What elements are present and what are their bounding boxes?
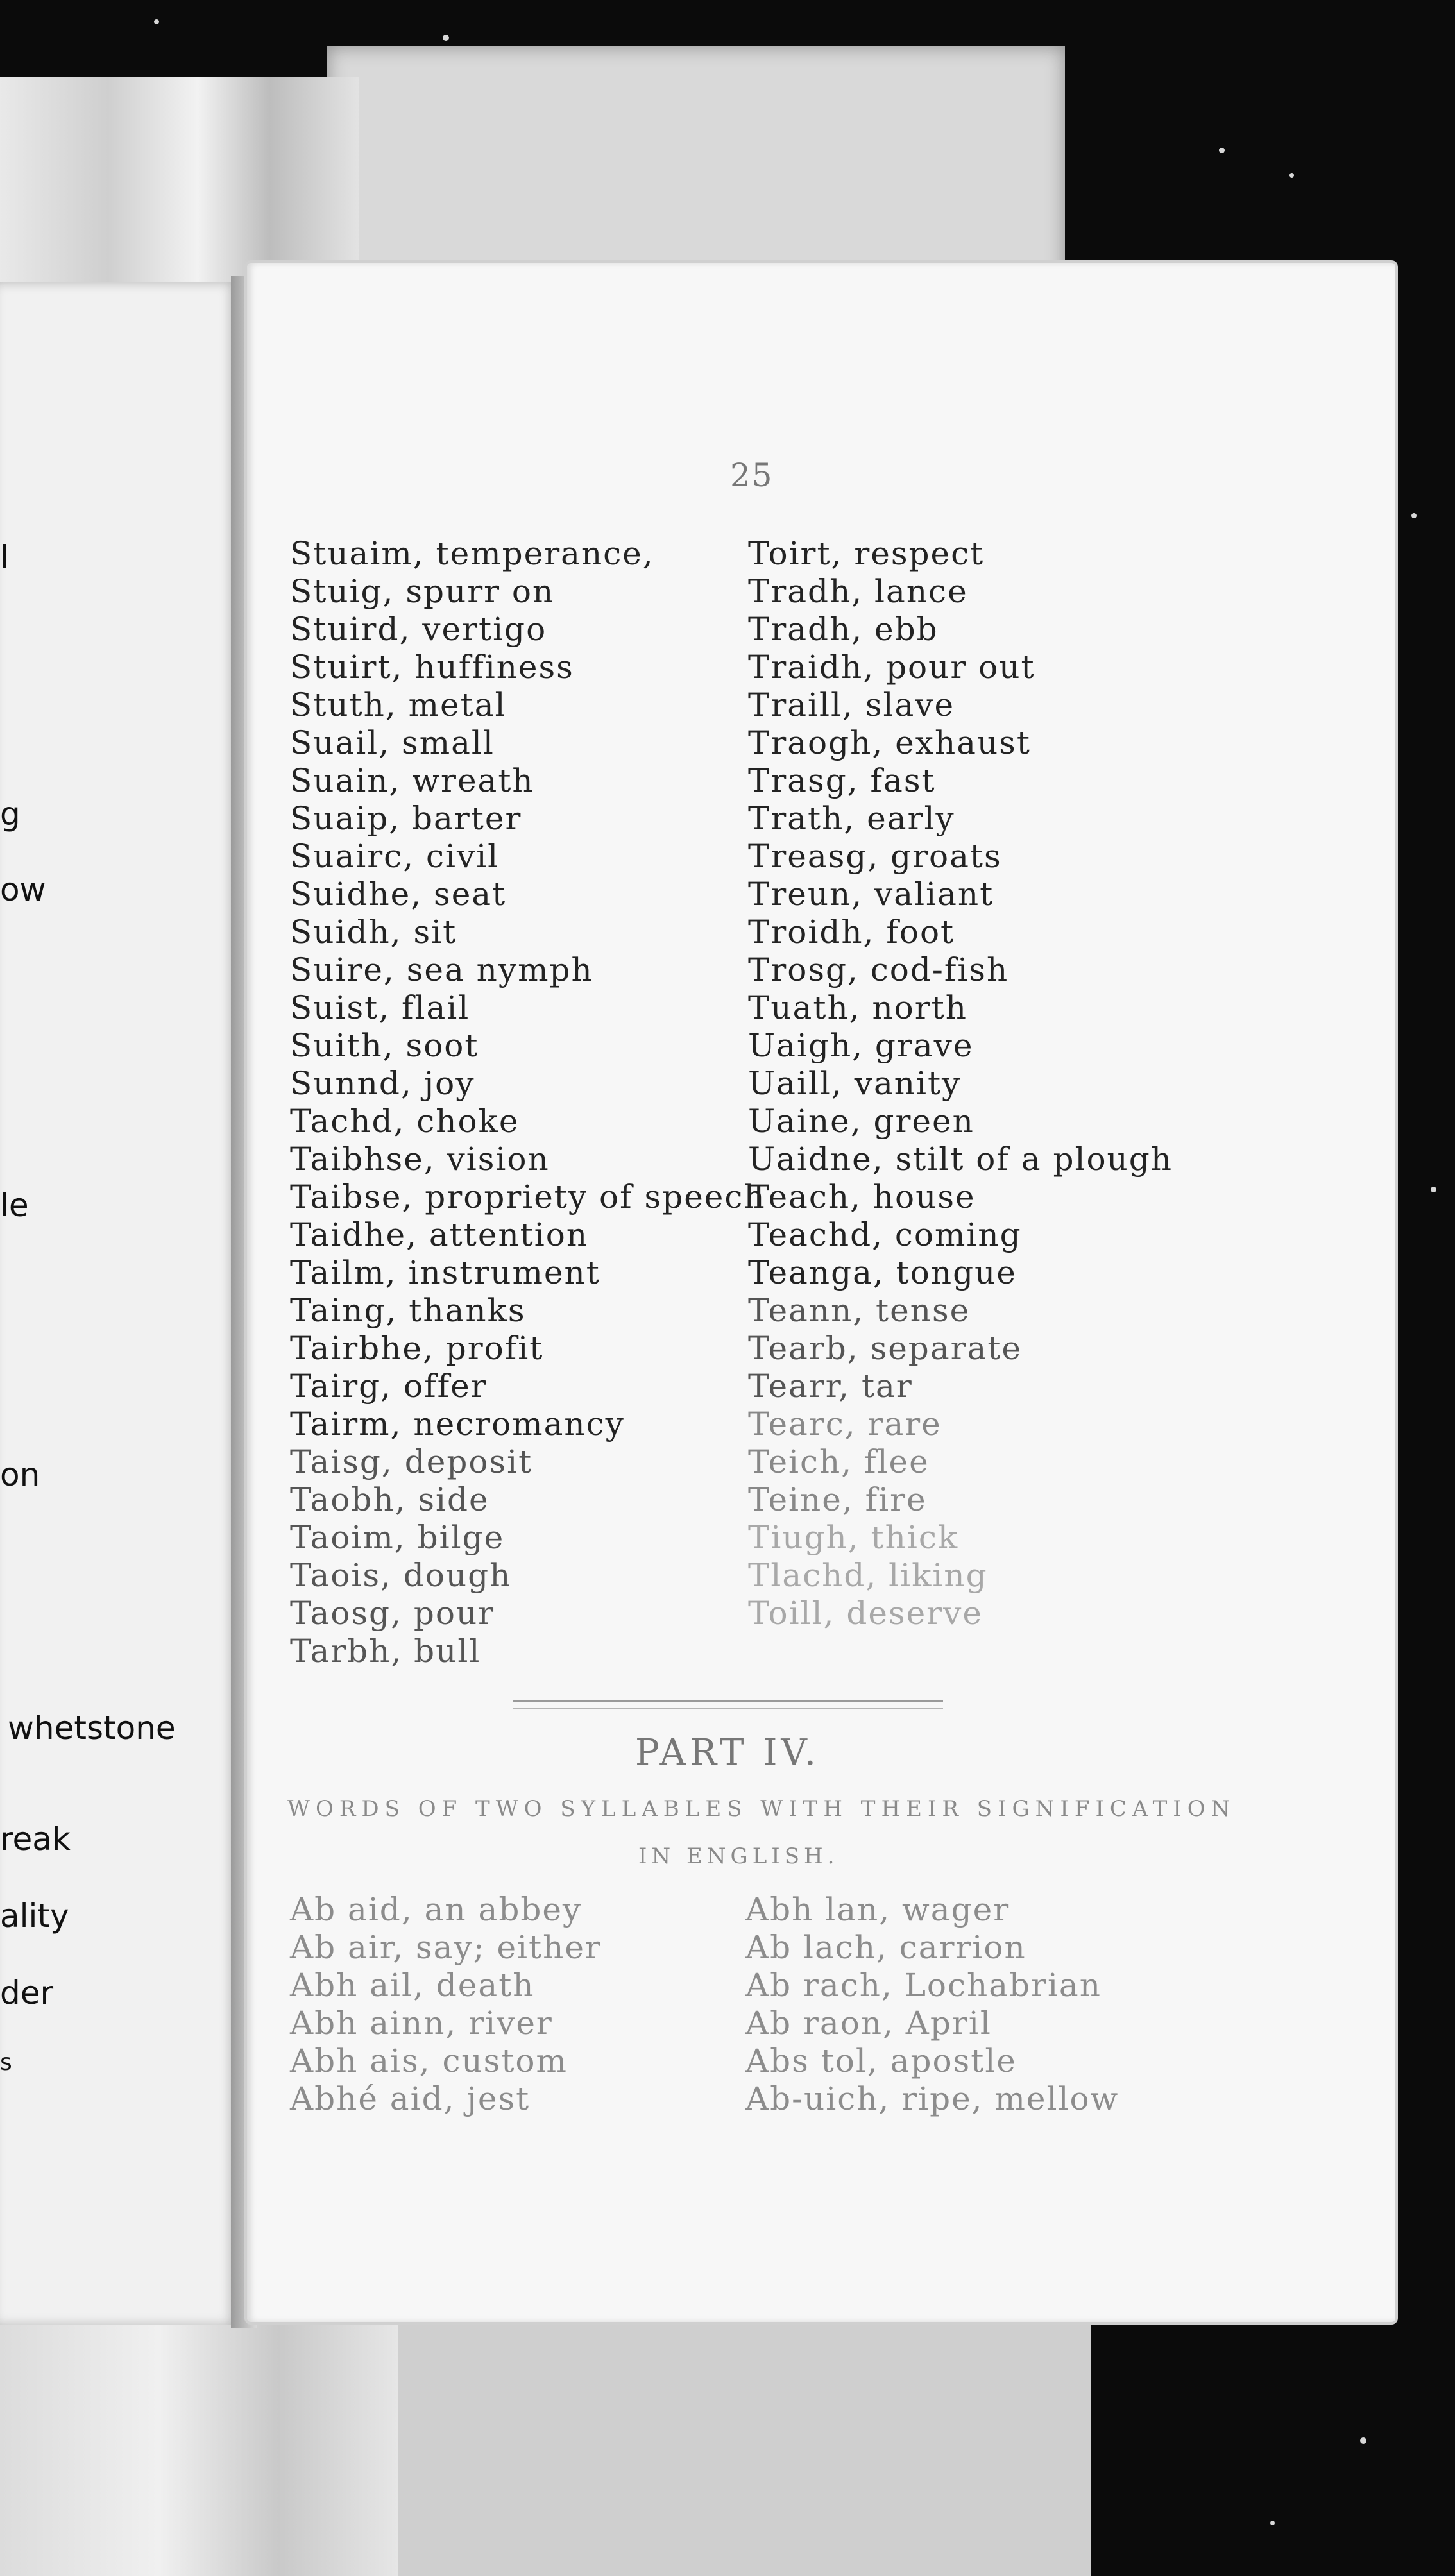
vocab-entry: Tarbh, bull bbox=[290, 1632, 481, 1670]
vocab-entry: Sunnd, joy bbox=[290, 1065, 475, 1102]
vocab-entry: Stuig, spurr on bbox=[290, 573, 555, 610]
vocab-entry: Ab raon, April bbox=[745, 2004, 992, 2042]
part3-right-column bbox=[748, 535, 1173, 1632]
vocab-entry: Tairg, offer bbox=[290, 1368, 488, 1405]
binding-tape-bottom bbox=[0, 2322, 398, 2576]
vocab-entry: Ab aid, an abbey bbox=[290, 1891, 583, 1928]
vocab-entry: Suidh, sit bbox=[290, 913, 457, 951]
vocab-entry: Tearr, tar bbox=[748, 1368, 913, 1405]
vocab-entry: Tachd, choke bbox=[290, 1103, 520, 1140]
binding-tape-top bbox=[0, 77, 359, 295]
vocab-entry: Uaigh, grave bbox=[748, 1027, 974, 1064]
vocab-entry: Teine, fire bbox=[748, 1481, 927, 1518]
vocab-entry: Taibse, propriety of speech bbox=[290, 1178, 766, 1216]
vocab-entry: Suaip, barter bbox=[290, 800, 522, 837]
dust-speck bbox=[1411, 513, 1417, 518]
vocab-entry: Treasg, groats bbox=[748, 838, 1002, 875]
vocab-entry: Tlachd, liking bbox=[748, 1557, 988, 1594]
vocab-entry: Abh ais, custom bbox=[290, 2042, 568, 2080]
left-page-fragment: on bbox=[0, 1456, 40, 1493]
vocab-entry: Suairc, civil bbox=[290, 838, 500, 875]
page-number: 25 bbox=[730, 457, 774, 494]
vocab-entry: Tairm, necromancy bbox=[290, 1405, 625, 1443]
dust-speck bbox=[1431, 1187, 1436, 1192]
vocab-entry: Taisg, deposit bbox=[290, 1443, 533, 1480]
vocab-entry: Stuird, vertigo bbox=[290, 611, 547, 648]
part-subheading: WORDS OF TWO SYLLABLES WITH THEIR SIGNIFICATION bbox=[287, 1796, 1236, 1822]
vocab-entry: Treun, valiant bbox=[748, 876, 994, 913]
vocab-entry: Suidhe, seat bbox=[290, 876, 507, 913]
vocab-entry: Taobh, side bbox=[290, 1481, 489, 1518]
vocab-entry: Taidhe, attention bbox=[290, 1216, 589, 1253]
vocab-entry: Tradh, ebb bbox=[748, 611, 939, 648]
part-heading: PART IV. bbox=[635, 1732, 820, 1774]
vocab-entry: Abhé aid, jest bbox=[290, 2080, 531, 2117]
vocab-entry: Uaidne, stilt of a plough bbox=[748, 1140, 1173, 1178]
part-subheading-continued: IN ENGLISH. bbox=[638, 1843, 839, 1869]
dust-speck bbox=[154, 19, 159, 24]
dust-speck bbox=[443, 35, 449, 41]
left-page-fragment: s bbox=[0, 2049, 12, 2076]
left-page-fragment: g bbox=[0, 795, 21, 833]
vocab-entry: Ab-uich, ripe, mellow bbox=[745, 2080, 1119, 2117]
vocab-entry: Tearc, rare bbox=[748, 1405, 942, 1443]
vocab-entry: Uaine, green bbox=[748, 1103, 974, 1140]
vocab-entry: Tuath, north bbox=[748, 989, 967, 1026]
vocab-entry: Taosg, pour bbox=[290, 1595, 495, 1632]
background-sheet-bottom bbox=[398, 2322, 1091, 2576]
facing-left-page bbox=[0, 282, 237, 2325]
vocab-entry: Tearb, separate bbox=[748, 1330, 1023, 1367]
vocab-entry: Stuth, metal bbox=[290, 686, 507, 724]
vocab-entry: Suist, flail bbox=[290, 989, 470, 1026]
vocab-entry: Troidh, foot bbox=[748, 913, 955, 951]
vocab-entry: Stuirt, huffiness bbox=[290, 648, 574, 686]
vocab-entry: Abh ail, death bbox=[290, 1967, 535, 2004]
section-divider-rule bbox=[513, 1700, 943, 1709]
vocab-entry: Toirt, respect bbox=[748, 535, 985, 572]
part3-left-column bbox=[290, 535, 766, 1670]
vocab-entry: Suain, wreath bbox=[290, 762, 534, 799]
left-page-fragment: l bbox=[0, 539, 9, 576]
vocab-entry: Abh lan, wager bbox=[745, 1891, 1010, 1928]
vocab-entry: Teachd, coming bbox=[748, 1216, 1022, 1253]
vocab-entry: Abh ainn, river bbox=[290, 2004, 553, 2042]
vocab-entry: Traill, slave bbox=[748, 686, 955, 724]
vocab-entry: Tradh, lance bbox=[748, 573, 968, 610]
left-page-fragment: reak bbox=[0, 1820, 71, 1858]
background-sheet bbox=[327, 46, 1065, 290]
vocab-entry: Teann, tense bbox=[748, 1292, 971, 1329]
vocab-entry: Stuaim, temperance, bbox=[290, 535, 654, 572]
vocab-entry: Taing, thanks bbox=[290, 1292, 526, 1329]
left-page-fragment: ow bbox=[0, 871, 46, 908]
dust-speck bbox=[1289, 173, 1294, 178]
vocab-entry: Toill, deserve bbox=[748, 1595, 983, 1632]
left-page-fragment: ality bbox=[0, 1897, 69, 1935]
vocab-entry: Suire, sea nymph bbox=[290, 951, 593, 988]
vocab-entry: Traogh, exhaust bbox=[748, 724, 1031, 761]
vocab-entry: Teanga, tongue bbox=[748, 1254, 1017, 1291]
left-page-fragment: der bbox=[0, 1974, 54, 2012]
vocab-entry: Trosg, cod-fish bbox=[748, 951, 1009, 988]
vocab-entry: Teich, flee bbox=[748, 1443, 930, 1480]
part4-right-column bbox=[745, 1891, 1119, 2118]
vocab-entry: Suith, soot bbox=[290, 1027, 479, 1064]
dust-speck bbox=[1219, 148, 1225, 153]
vocab-entry: Uaill, vanity bbox=[748, 1065, 962, 1102]
dust-speck bbox=[1270, 2521, 1275, 2525]
left-page-fragment: whetstone bbox=[8, 1709, 176, 1747]
vocab-entry: Tailm, instrument bbox=[290, 1254, 600, 1291]
vocab-entry: Taois, dough bbox=[290, 1557, 512, 1594]
vocab-entry: Suail, small bbox=[290, 724, 495, 761]
part4-left-column bbox=[290, 1891, 602, 2118]
vocab-entry: Trasg, fast bbox=[748, 762, 936, 799]
left-page-fragment: le bbox=[0, 1187, 29, 1224]
vocab-entry: Ab air, say; either bbox=[290, 1929, 602, 1966]
vocab-entry: Tairbhe, profit bbox=[290, 1330, 544, 1367]
vocab-entry: Taoim, bilge bbox=[290, 1519, 505, 1556]
vocab-entry: Ab rach, Lochabrian bbox=[745, 1967, 1102, 2004]
vocab-entry: Teach, house bbox=[748, 1178, 976, 1216]
vocab-entry: Ab lach, carrion bbox=[745, 1929, 1026, 1966]
vocab-entry: Tiugh, thick bbox=[748, 1519, 959, 1556]
vocab-entry: Traidh, pour out bbox=[748, 648, 1035, 686]
vocab-entry: Trath, early bbox=[748, 800, 955, 837]
dust-speck bbox=[1360, 2437, 1366, 2444]
vocab-entry: Taibhse, vision bbox=[290, 1140, 550, 1178]
vocab-entry: Abs tol, apostle bbox=[745, 2042, 1017, 2080]
